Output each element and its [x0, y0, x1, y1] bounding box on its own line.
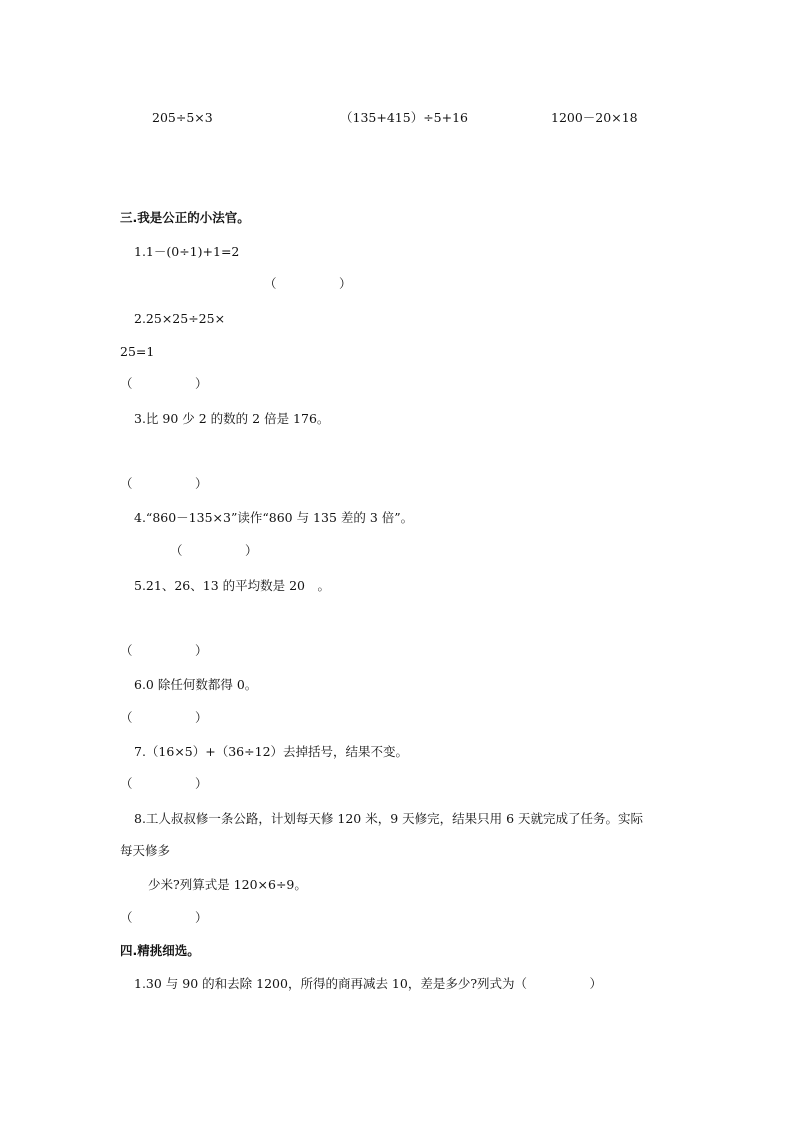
q4-answer-bracket[interactable]: （ ） — [170, 543, 258, 558]
q8-text: 8.工人叔叔修一条公路，计划每天修 120 米，9 天修完，结果只用 6 天就完成了任务。实际 — [134, 811, 644, 826]
q7-answer-bracket[interactable]: （ ） — [120, 776, 208, 791]
q3-text: 3.比 90 少 2 的数的 2 倍是 176。 — [134, 411, 330, 426]
q4-text: 4.“860－135×3”读作“860 与 135 差的 3 倍”。 — [134, 510, 414, 525]
q5-text: 5.21、26、13 的平均数是 20 。 — [134, 578, 330, 593]
expression-2: （135+415）÷5+16 — [340, 110, 468, 125]
expression-3: 1200－20×18 — [551, 110, 638, 125]
section3-heading: 三.我是公正的小法官。 — [120, 210, 250, 225]
q2-text-cont: 25=1 — [120, 344, 155, 359]
s4-q1-text: 1.30 与 90 的和去除 1200，所得的商再减去 10，差是多少?列式为（ ） — [134, 976, 603, 991]
q2-answer-bracket[interactable]: （ ） — [120, 376, 208, 391]
q2-text: 2.25×25÷25× — [134, 311, 226, 326]
section4-heading: 四.精挑细选。 — [120, 943, 200, 958]
q8-text-cont: 每天修多 — [120, 843, 171, 858]
expression-1: 205÷5×3 — [152, 110, 213, 125]
q3-answer-bracket[interactable]: （ ） — [120, 476, 208, 491]
q8-text-cont2: 少米?列算式是 120×6÷9。 — [148, 877, 307, 892]
q5-answer-bracket[interactable]: （ ） — [120, 643, 208, 658]
q1-answer-bracket[interactable]: （ ） — [264, 276, 352, 291]
q7-text: 7.（16×5）+（36÷12）去掉括号，结果不变。 — [134, 744, 409, 759]
q8-answer-bracket[interactable]: （ ） — [120, 910, 208, 925]
q6-text: 6.0 除任何数都得 0。 — [134, 677, 258, 692]
q1-text: 1.1－(0÷1)+1=2 — [134, 244, 240, 259]
q6-answer-bracket[interactable]: （ ） — [120, 710, 208, 725]
